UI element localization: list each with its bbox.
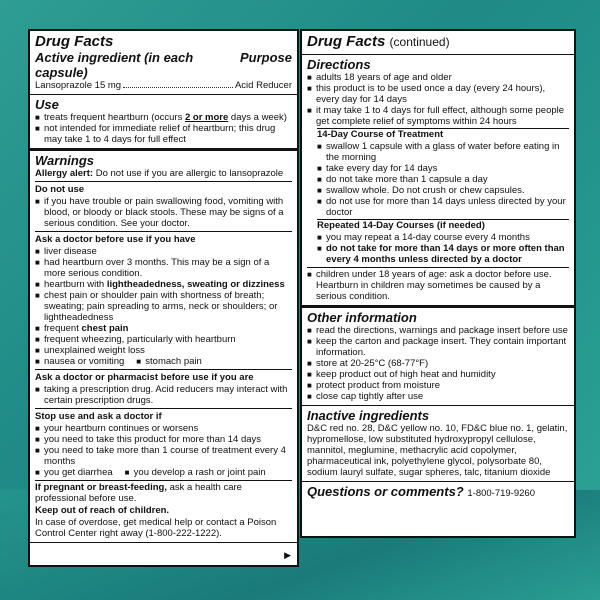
list-item: ■ do not use for more than 14 days unless directed by your doctor [317, 196, 569, 218]
phone-number: 1-800-719-9260 [467, 488, 535, 499]
do-not-use: Do not use ■ if you have trouble or pain swallowing food, vomiting with blood, or bloody or black stools. These may be signs of a serious condition. See your doctor. [35, 181, 292, 229]
list-item: ■ keep the carton and package insert. They contain important information. [307, 336, 569, 358]
warnings-section [30, 151, 297, 543]
ingredient-row [35, 80, 292, 91]
active-ingredient-heading: Active ingredient (in each capsule) [35, 50, 194, 80]
inactive-text: D&C red no. 28, D&C yellow no. 10, FD&C blue no. 1, gelatin, hypromellose, low substituted hydroxypropyl cellulose, mannitol, meglumine, methacrylic acid copolymer, pharmaceutical ink, polyethylene glycol, polysorbate 80, sodium lauryl sulfate, sugar spheres, talc, titanium dioxide [307, 423, 568, 478]
inactive-heading: Inactive ingredients [307, 408, 430, 423]
list-item: ■ frequent wheezing, particularly with heartburn [35, 334, 292, 345]
list-item: ■ swallow whole. Do not crush or chew capsules. [317, 185, 569, 196]
use-heading: Use [35, 97, 59, 112]
panel-title: Drug Facts [35, 33, 114, 50]
list-item: ■ you may repeat a 14-day course every 4 months [317, 232, 569, 243]
other-information-section [302, 308, 574, 406]
keep-out-reach: Keep out of reach of children. [35, 505, 170, 516]
panel-title: Drug Facts (continued) [307, 33, 450, 50]
allergy-alert: Allergy alert: Do not use if you are allergic to lansoprazole [35, 168, 284, 179]
list-item: ■ children under 18 years of age: ask a doctor before use. Heartburn in children may sometimes be caused by a serious condition. [307, 269, 569, 302]
purpose-heading: Purpose [239, 50, 292, 65]
pregnancy-warning: If pregnant or breast-feeding, ask a health care professional before use. Keep out of reach of children. In case of overdose, get medical help or contact a Poison Control Center right away (1-800-222-1222). [35, 480, 292, 539]
questions-section [302, 482, 574, 502]
stop-use: Stop use and ask a doctor if ■ your heartburn continues or worsens ■ you need to take this product for more than 14 days ■ you need to take more than 1 course of treatment every 4 months ■ you get diarrhea ■ you develop a rash or joint pain [35, 408, 292, 478]
ingredient-purpose: Acid Reducer [234, 80, 292, 91]
ask-pharmacist: Ask a doctor or pharmacist before use if you are ■ taking a prescription drug. Acid reducers may interact with certain prescription drugs. [35, 369, 292, 406]
directions-heading: Directions [307, 57, 371, 72]
list-item: ■ you need to take this product for more than 14 days [35, 434, 292, 445]
list-item: ■ you get diarrhea [35, 467, 113, 478]
list-item: ■ protect product from moisture [307, 380, 569, 391]
title-section-continued [302, 31, 574, 55]
list-item: ■ keep product out of high heat and humidity [307, 369, 569, 380]
list-item: ■ take every day for 14 days [317, 163, 569, 174]
list-item: ■ not intended for immediate relief of heartburn; this drug may take 1 to 4 days for full effect [35, 123, 292, 145]
list-item: ■ read the directions, warnings and package insert before use [307, 325, 569, 336]
other-heading: Other information [307, 310, 417, 325]
list-item: ■ unexplained weight loss [35, 345, 292, 356]
list-item: ■ nausea or vomiting [35, 356, 124, 367]
list-item: ■ adults 18 years of age and older [307, 72, 569, 83]
list-item: ■ your heartburn continues or worsens [35, 423, 292, 434]
list-item: ■ taking a prescription drug. Acid reducers may interact with certain prescription drugs. [35, 384, 292, 406]
continue-arrow-icon: ▶ [284, 550, 291, 560]
dot-leader [123, 87, 233, 88]
list-item: ■ you develop a rash or joint pain [125, 467, 266, 478]
drug-facts-panel-left [28, 29, 299, 567]
list-item: ■ heartburn with lightheadedness, sweating or dizziness [35, 279, 292, 290]
list-item: ■ chest pain or shoulder pain with shortness of breath; sweating; pain spreading to arms, neck or shoulders; or lightheadedness [35, 290, 292, 323]
overdose-text: In case of overdose, get medical help or contact a Poison Control Center right away (1-800-222-1222). [35, 517, 277, 539]
list-item: ■ frequent chest pain [35, 323, 292, 334]
use-section [30, 95, 297, 151]
list-item: ■ close cap tightly after use [307, 391, 569, 402]
list-item: ■ swallow 1 capsule with a glass of water before eating in the morning [317, 141, 569, 163]
list-item: ■ stomach pain [136, 356, 202, 367]
list-item: ■ it may take 1 to 4 days for full effect, although some people get complete relief of symptoms within 24 hours [307, 105, 569, 127]
active-ingredient-header [35, 50, 292, 80]
warnings-heading: Warnings [35, 153, 94, 168]
list-item: ■ store at 20-25°C (68-77°F) [307, 358, 569, 369]
list-item: ■ you need to take more than 1 course of treatment every 4 months [35, 445, 292, 467]
repeat-heading: Repeated 14-Day Courses (if needed) [317, 219, 569, 232]
list-item: ■ treats frequent heartburn (occurs 2 or more days a week) [35, 112, 292, 123]
directions-section [302, 55, 574, 308]
ingredient-name: Lansoprazole 15 mg [35, 80, 122, 91]
title-section [30, 31, 297, 95]
list-item: ■ do not take more than 1 capsule a day [317, 174, 569, 185]
list-item: ■ liver disease [35, 246, 292, 257]
course-heading: 14-Day Course of Treatment [317, 128, 569, 141]
list-item: ■ do not take for more than 14 days or more often than every 4 months unless directed by a doctor [317, 243, 569, 265]
inactive-ingredients-section [302, 406, 574, 482]
list-item: ■ if you have trouble or pain swallowing food, vomiting with blood, or bloody or black stools. These may be signs of a serious condition. See your doctor. [35, 196, 292, 229]
drug-facts-panel-right [300, 29, 576, 538]
list-item: ■ had heartburn over 3 months. This may be a sign of a more serious condition. [35, 257, 292, 279]
questions-heading: Questions or comments? 1-800-719-9260 [307, 484, 535, 499]
list-item: ■ this product is to be used once a day (every 24 hours), every day for 14 days [307, 83, 569, 105]
ask-doctor: Ask a doctor before use if you have ■ liver disease ■ had heartburn over 3 months. This may be a sign of a more serious condition. ■ heartburn with lightheadedness, sweating or dizziness ■ chest pain or shoulder pain with shortness of breath; sweating; pain spreading to arms, neck or shoulders; or lightheadedness ■ frequent chest pain ■ frequent wheezing, particularly with heartburn ■ unexplained weight loss ■ nausea or vomiting ■ stomach pain [35, 231, 292, 367]
